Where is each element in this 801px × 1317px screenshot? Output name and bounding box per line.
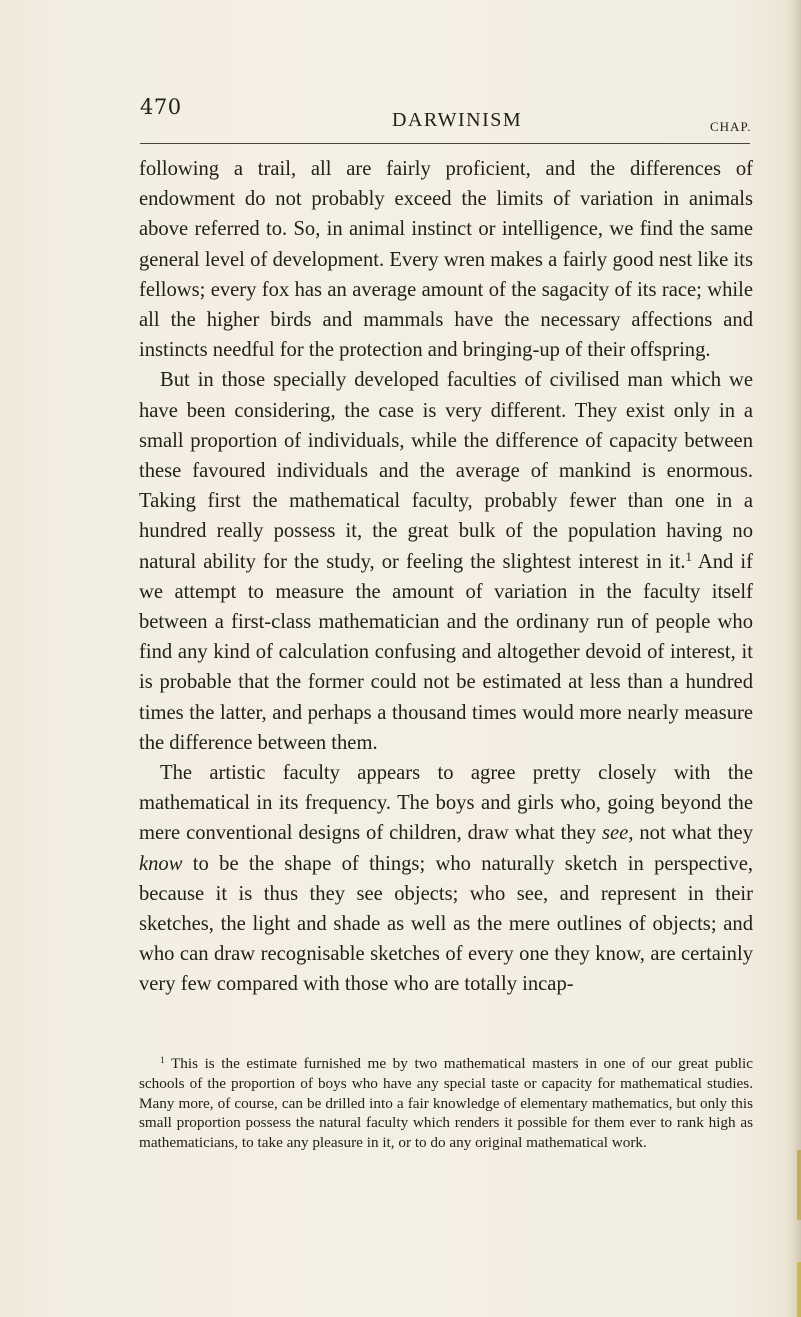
- page-edge-shadow: [785, 0, 801, 1317]
- page-header: [130, 95, 750, 135]
- paragraph-3-text-c: to be the shape of things; who naturally sketch in perspective, because it is thus they see objects; who see, and represent in their sketches, the light and shade as well as the mere outlines of objects; and who can draw recognisable sketches of every one they know, are certainly very few compared with those who are totally incap-: [139, 852, 753, 996]
- footnote-marker: 1: [160, 1055, 165, 1066]
- footnote-text: This is the estimate furnished me by two mathematical masters in one of our great public schools of the proportion of boys who have any special taste or capacity for mathematical studies. Many more, of course, can be drilled into a fair knowledge of elementary mathematics, but only this small proportion possess the natural faculty which renders it possible for them ever to rank high as mathematicians, to take any pleasure in it, or to do any original mathematical work.: [139, 1055, 753, 1152]
- paragraph-3-text-a: The artistic faculty appears to agree pretty closely with the mathematical in its frequency. The boys and girls who, going beyond the mere conventional designs of children, draw what they: [139, 762, 753, 845]
- page-edge-mark: [797, 1262, 801, 1317]
- page-edge-mark: [797, 1150, 801, 1220]
- paragraph-2-text-b: And if we attempt to measure the amount of variation in the faculty itself between a first-class mathematician and the ordinany run of people who find any kind of calculation confusing and altogether devoid of interest, it is probable that the former could not be estimated at less than a hundred times the latter, and perhaps a thousand times would more nearly measure the difference between them.: [139, 550, 753, 754]
- chapter-label: CHAP.: [710, 119, 752, 134]
- paragraph-2: [139, 365, 753, 758]
- body-text: [139, 154, 753, 1000]
- emphasis-know: know: [139, 852, 183, 875]
- emphasis-see: see: [602, 822, 629, 845]
- footnote: [139, 1054, 753, 1153]
- paragraph-3-text-b: , not what they: [628, 822, 753, 845]
- paragraph-2-text-a: But in those specially developed faculties of civilised man which we have been considering, the case is very different. They exist only in a small proportion of individuals, while the difference of capacity between these favoured individuals and the average of mankind is enormous. Taking first the mathematical faculty, probably fewer than one in a hundred really possess it, the great bulk of the population having no natural ability for the study, or feeling the slightest interest in it.: [139, 369, 753, 573]
- page-number: 470: [140, 95, 182, 119]
- running-head: DARWINISM: [392, 109, 523, 131]
- footnote-reference: 1: [685, 549, 692, 564]
- header-rule: [140, 143, 750, 144]
- paragraph-3: [139, 758, 753, 1000]
- paragraph-1: following a trail, all are fairly proficient, and the differences of endowment do not probably exceed the limits of variation in animals above referred to. So, in animal instinct or intelligence, we find the same general level of development. Every wren makes a fairly good nest like its fellows; every fox has an average amount of the sagacity of its race; while all the higher birds and mammals have the necessary affections and instincts needful for the protection and bringing-up of their offspring.: [139, 158, 753, 362]
